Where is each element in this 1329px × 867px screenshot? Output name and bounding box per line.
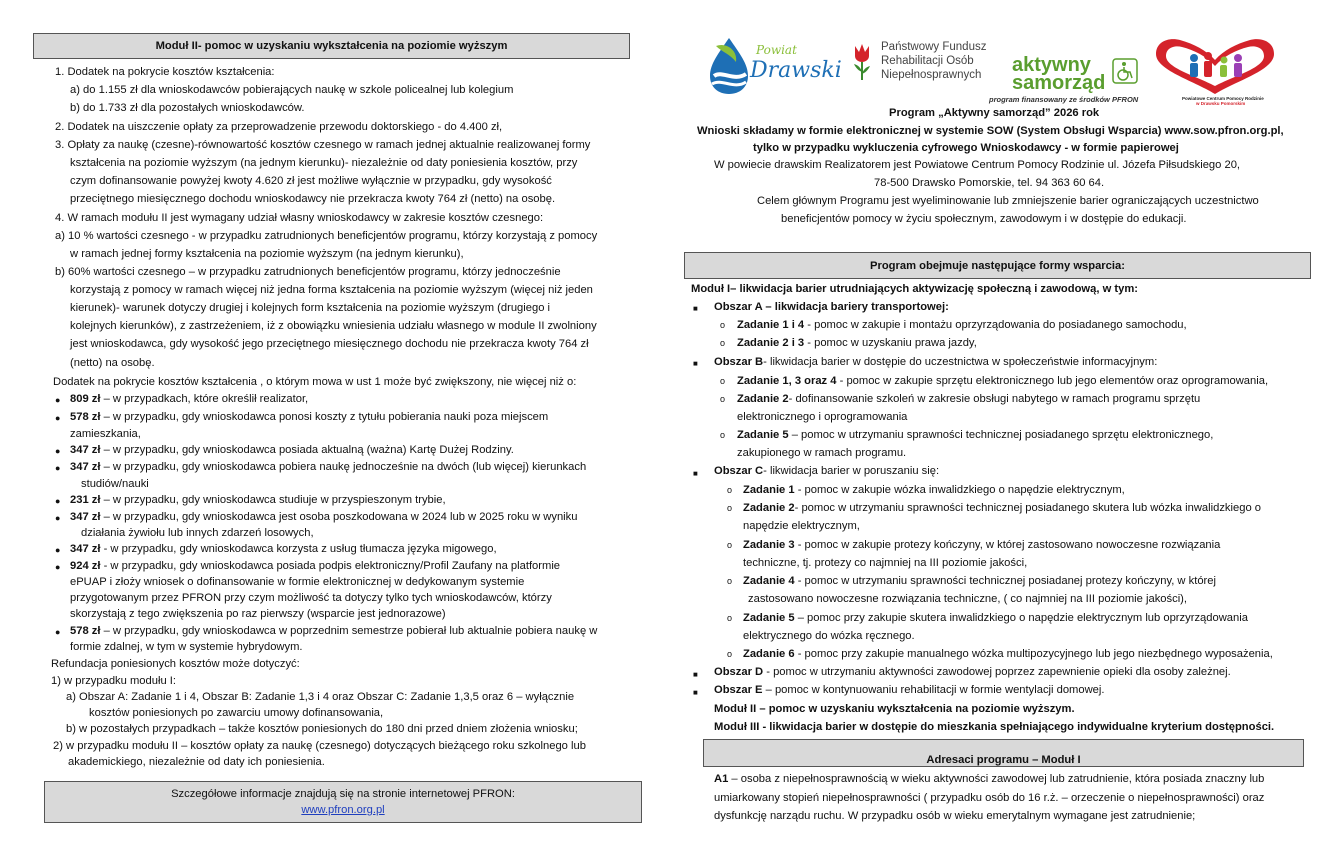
text-line: 1. Dodatek na pokrycie kosztów kształcenia: [55,66,275,78]
info-text: Szczegółowe informacje znajdują się na stronie internetowej PFRON: [171,788,515,800]
area-desc: - pomoc w utrzymaniu aktywności zawodowej poprzez zapewnienie opieki dla osoby zależnej. [763,666,1231,678]
area-desc: - likwidacja barier w dostępie do uczestnictwa w społeczeństwie informacyjnym: [763,356,1158,368]
text-line: kolejnych kierunków), z zastrzeżeniem, iż z obowiązku wniesienia udziału własnego w module II zwolniony [70,320,597,332]
text-line: Refundacja poniesionych kosztów może dotyczyć: [51,658,300,670]
text-line: dysfunkcję narządu ruchu. W przypadku osób w wieku emerytalnym wymagane jest zatrudnienie; [714,810,1196,822]
area-e [714,682,1105,699]
description: – w przypadku, gdy wnioskodawca w poprzednim semestrze pobierał lub aktualnie pobiera naukę w [100,625,598,637]
task-label: Zadanie 2 [743,502,795,514]
task-label: Zadanie 5 [743,612,795,624]
area-label: Obszar D [714,666,764,678]
task-label: Zadanie 4 [743,575,795,587]
module-3-line: Moduł III - likwidacja barier w dostępie do mieszkania spełniającego indywidualne kryterium dostępności. [714,721,1275,733]
amount: 347 zł [70,461,101,473]
task-desc-cont: napędzie elektrycznym, [743,520,860,532]
aktywny-label: aktywny [1012,54,1091,76]
description: – w przypadku, gdy wnioskodawca studiuje w przyspieszonym trybie, [100,494,446,506]
text-line: a) do 1.155 zł dla wnioskodawców pobierających naukę w szkole policealnej lub kolegium [70,84,514,96]
bullet-circle-icon: ● [55,627,61,637]
bullet-circle-icon: ● [55,562,61,572]
text-line: b) w pozostałych przypadkach – także kosztów poniesionych do 180 dni przed dniem złożenia wniosku; [66,723,578,735]
text-line: czym dofinansowanie powyżej kwoty 4.620 zł jest możliwe wyłącznie w przypadku, gdy wysokość [70,175,552,187]
bullet-circle-icon: o [727,613,733,623]
bullet-square-icon: ■ [693,469,698,478]
task-label: Zadanie 2 [737,393,789,405]
info-box [44,781,642,823]
task-desc-cont: elektronicznego i oprogramowania [737,411,908,423]
text-line: W powiecie drawskim Realizatorem jest Powiatowe Centrum Pomocy Rodzinie ul. Józefa Piłsudskiego 20, [714,159,1241,171]
task-label: Zadanie 5 [737,429,789,441]
bullet-circle-icon: o [720,430,726,440]
bullet-circle-icon: ● [55,395,61,405]
description-cont: przygotowanym przez PFRON przy czym możliwość ta dotyczy tylko tych wnioskodawców, którzy [70,592,552,604]
text-line: b) do 1.733 zł dla pozostałych wnioskodawców. [70,102,305,114]
area-desc: - likwidacja barier w poruszaniu się: [763,465,940,477]
powiat-label: Powiat [756,43,797,57]
description-cont: formie zdalnej, w tym w systemie hybrydowym. [70,641,303,653]
recipient-desc: – osoba z niepełnosprawnością w wieku aktywności zawodowej lub zatrudnienie, która posiada znaczny lub [728,773,1265,785]
aktywny-subtitle: program finansowany ze środków PFRON [989,95,1139,104]
pcpr-text: w Drawsku Pomorskim [1196,101,1246,106]
description: - w przypadku, gdy wnioskodawca posiada podpis elektroniczny/Profil Zaufany na platformie [100,560,561,572]
text-line: 78-500 Drawsko Pomorskie, tel. 94 363 60 64. [874,177,1105,189]
task-desc: - pomoc przy zakupie manualnego wózka multipozycyjnego lub jego niezbędnego wyposażenia, [794,648,1273,660]
description: – w przypadku, gdy wnioskodawca pobiera naukę jednocześnie na dwóch (lub więcej) kierunkach [100,461,587,473]
task-desc: - pomoc w utrzymaniu sprawności technicznej posiadanej protezy kończyny, w której [794,575,1216,587]
drop-icon [706,36,752,96]
bullet-circle-icon: ● [55,413,61,423]
bullet-circle-icon: o [727,485,733,495]
task-desc-cont: zakupionego w ramach programu. [737,447,907,459]
task-desc-cont: zastosowano nowoczesne rozwiązania techniczne, ( co najmniej na III poziomie jakości), [748,593,1188,605]
task-label: Zadanie 3 [743,539,795,551]
amount: 578 zł [70,411,101,423]
text-line: Dodatek na pokrycie kosztów kształcenia , o którym mowa w ust 1 może być zwiększony, nie więcej niż o: [53,376,577,388]
amount: 347 zł [70,543,101,555]
pfron-line: Rehabilitacji Osób [881,55,974,67]
area-label: Obszar B [714,356,764,368]
pcpr-text: Powiatowe Centrum Pomocy Rodzinie [1182,96,1264,101]
samorzad-label: samorząd [1012,72,1106,94]
recipient-label: A1 [714,773,729,785]
text-line: Celem głównym Programu jest wyeliminowanie lub zmniejszenie barier ograniczających uczestnictwo [757,195,1259,207]
text-line: przeciętnego miesięcznego dochodu wnioskodawcy nie przekracza kwoty 764 zł (netto) na osobę. [70,193,556,205]
bullet-circle-icon: ● [55,496,61,506]
text-line: Wnioski składamy w formie elektronicznej w systemie SOW (System Obsługi Wsparcia) www.sow.pfron.org.pl, [697,125,1284,137]
forms-header: Program obejmuje następujące formy wsparcia: [684,252,1311,279]
heart-icon [1152,36,1278,96]
bullet-circle-icon: o [720,338,726,348]
description-cont: skorzystają z tego zwiększenia po raz pierwszy (wsparcie jest jednorazowe) [70,608,446,620]
text-line: kształcenia na poziomie wyższym (na jednym kierunku)- niezależnie od daty poniesienia kosztów, przy [70,157,578,169]
module-1-title: Moduł I– likwidacja barier utrudniających aktywizację społeczną i zawodową, w tym: [691,283,1139,295]
task-desc: - pomoc w zakupie sprzętu elektronicznego lub jego elementów oraz oprogramowania, [836,375,1269,387]
text-line: (netto) na osobę. [70,357,155,369]
amount: 231 zł [70,494,101,506]
module-2-line: Moduł II – pomoc w uzyskaniu wykształcenia na poziomie wyższym. [714,703,1075,715]
description: – w przypadku, gdy wnioskodawca ponosi koszty z tytułu pobierania nauki poza miejscem [100,411,549,423]
text-line: korzystają z pomocy w ramach więcej niż jedna forma kształcenia na poziomie wyższym (więcej niż jeden [70,284,593,296]
text-line: tylko w przypadku wykluczenia cyfrowego Wnioskodawcy - w formie papierowej [753,142,1179,154]
text-line: beneficjentów pomocy w życiu społecznym, zawodowym i w dostępie do edukacji. [781,213,1187,225]
aktywny-samorzad-logo [984,54,1154,106]
bullet-circle-icon: ● [55,545,61,555]
bullet-circle-icon: o [727,576,733,586]
text-line: kierunek)- warunek dotyczy drugiej i kolejnych form kształcenia na poziomie wyższym (drugiego i [70,302,551,314]
description-cont: studiów/nauki [81,478,149,490]
description: – w przypadku, gdy wnioskodawca posiada aktualną (ważna) Kartę Dużej Rodziny. [100,444,514,456]
task-label: Zadanie 6 [743,648,795,660]
area-c [714,463,939,480]
area-label: Obszar C [714,465,764,477]
bullet-circle-icon: o [727,649,733,659]
task-desc: - pomoc w zakupie i montażu oprzyrządowania do posiadanego samochodu, [804,319,1187,331]
powiat-drawski-logo [706,36,842,98]
task-desc: - pomoc w uzyskaniu prawa jazdy, [804,337,977,349]
bullet-circle-icon: ● [55,446,61,456]
description: – w przypadkach, które określił realizator, [100,393,309,405]
text-line: akademickiego, niezależnie od daty ich poniesienia. [68,756,325,768]
text-line: a) Obszar A: Zadanie 1 i 4, Obszar B: Zadanie 1,3 i 4 oraz Obszar C: Zadanie 1,3,5 oraz 6 – wyłącznie [66,691,575,703]
text-line: 2. Dodatek na uiszczenie opłaty za przeprowadzenie przewodu doktorskiego - do 4.400 zł, [55,121,503,133]
task-label: Zadanie 1 i 4 [737,319,805,331]
task-desc: – pomoc w utrzymaniu sprawności technicznej posiadanego sprzętu elektronicznego, [788,429,1214,441]
text-line: 2) w przypadku modułu II – kosztów opłaty za naukę (czesnego) dotyczących bieżącego roku szkolnego lub [53,740,586,752]
drawski-label: Drawski [750,58,842,83]
area-a: Obszar A – likwidacja bariery transportowej: [714,301,949,313]
area-label: Obszar E [714,684,763,696]
text-line: a) 10 % wartości czesnego - w przypadku zatrudnionych beneficjentów programu, którzy korzystają z pomocy [55,230,598,242]
bullet-circle-icon: o [727,540,733,550]
tulip-icon [851,42,873,82]
wheelchair-icon [1112,58,1138,84]
amount: 924 zł [70,560,101,572]
task-label: Zadanie 1 [743,484,795,496]
bullet-square-icon: ■ [693,359,698,368]
description-cont: zamieszkania, [70,428,141,440]
bullet-square-icon: ■ [693,304,698,313]
task-desc: - pomoc w zakupie wózka inwalidzkiego o napędzie elektrycznym, [794,484,1125,496]
description-cont: działania żywiołu lub innych zdarzeń losowych, [81,527,314,539]
task-desc: - pomoc w utrzymaniu sprawności technicznej posiadanego skutera lub wózka inwalidzkiego o [794,502,1261,514]
amount: 347 zł [70,444,101,456]
text-line: w ramach jednej formy kształcenia na poziomie wyższym (na jednym kierunku), [70,248,464,260]
task-desc-cont: elektrycznego do wózka ręcznego. [743,630,915,642]
amount: 347 zł [70,511,101,523]
area-d [714,664,1231,681]
text-line: 3. Opłaty za naukę (czesne)-równowartość kosztów czesnego w ramach jednej aktualnie realizowanej formy [55,139,591,151]
task-desc: – pomoc przy zakupie skutera inwalidzkiego o napędzie elektrycznym lub oprzyrządowania [794,612,1248,624]
recipients-header: Adresaci programu – Moduł I [703,739,1304,767]
program-title: Program „Aktywny samorząd” 2026 rok [889,107,1100,119]
text-line: 4. W ramach modułu II jest wymagany udział własny wnioskodawcy w zakresie kosztów czesnego: [55,212,544,224]
pfron-line: Państwowy Fundusz [881,41,987,53]
task-desc: - dofinansowanie szkoleń w zakresie obsługi nabytego w ramach programu sprzętu [788,393,1201,405]
text-line: umiarkowany stopień niepełnosprawności ( przypadku osób do 16 r.ż. – orzeczenie o niepełnosprawności) oraz [714,792,1265,804]
task-label: Zadanie 1, 3 oraz 4 [737,375,837,387]
text-line: 1) w przypadku modułu I: [51,675,176,687]
text-line: kosztów poniesionych po zawarciu umowy dofinansowania, [89,707,384,719]
bullet-circle-icon: o [720,394,726,404]
bullet-circle-icon: ● [55,463,61,473]
task-desc: - pomoc w zakupie protezy kończyny, w której zastosowano nowoczesne rozwiązania [794,539,1221,551]
bullet-circle-icon: o [720,376,726,386]
description: – w przypadku, gdy wnioskodawca jest osoba poszkodowana w 2024 lub w 2025 roku w wyniku [100,511,578,523]
bullet-circle-icon: o [720,320,726,330]
area-desc: – pomoc w kontynuowaniu rehabilitacji w formie wentylacji domowej. [762,684,1105,696]
pfron-logo [851,40,991,90]
bullet-square-icon: ■ [693,688,698,697]
task-desc-cont: techniczne, tj. protezy co najmniej na III poziomie jakości, [743,557,1028,569]
area-b [714,354,1157,371]
bullet-circle-icon: o [727,503,733,513]
description-cont: ePUAP i złoży wniosek o dofinansowanie w formie elektronicznej w dedykowanym systemie [70,576,525,588]
amount: 809 zł [70,393,101,405]
pcpr-logo [1152,36,1278,106]
bullet-square-icon: ■ [693,670,698,679]
text-line: jest wnioskodawca, gdy wysokość jego przeciętnego miesięcznego dochodu nie przekracza kwoty 764 zł [70,338,589,350]
text-line: b) 60% wartości czesnego – w przypadku zatrudnionych beneficjentów programu, którzy jednocześnie [55,266,561,278]
pfron-line: Niepełnosprawnych [881,69,982,81]
recipient-a1 [714,771,1264,788]
bullet-circle-icon: ● [55,513,61,523]
description: - w przypadku, gdy wnioskodawca korzysta z usług tłumacza języka migowego, [100,543,497,555]
amount: 578 zł [70,625,101,637]
pfron-link[interactable]: www.pfron.org.pl [301,804,385,816]
module-2-header: Moduł II- pomoc w uzyskaniu wykształcenia na poziomie wyższym [33,33,630,59]
task-label: Zadanie 2 i 3 [737,337,805,349]
